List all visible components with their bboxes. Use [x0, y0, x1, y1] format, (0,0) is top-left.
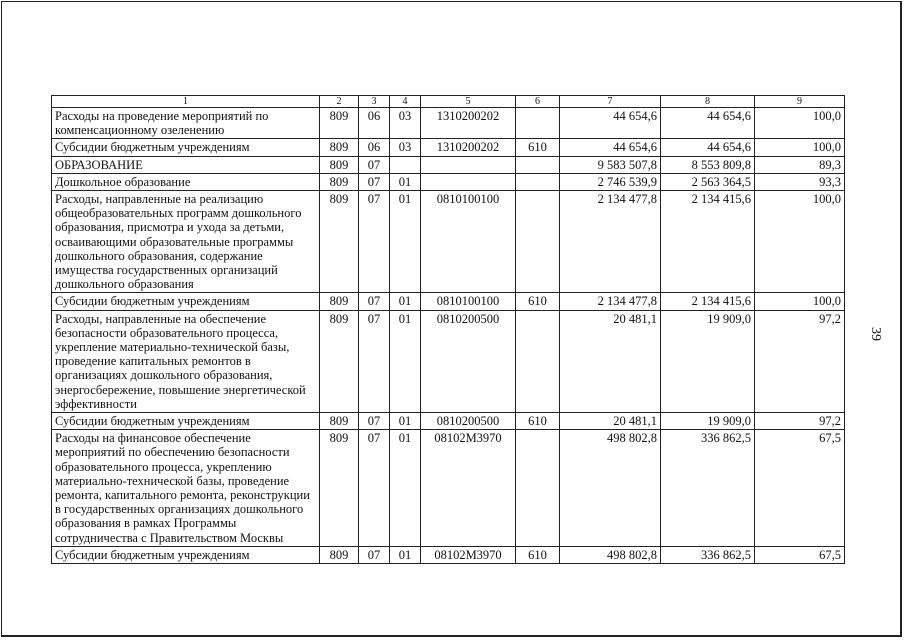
cell-approved: 44 654,6 [560, 139, 661, 156]
cell-code-ministry: 809 [320, 310, 359, 412]
cell-code-ministry: 809 [320, 173, 359, 190]
header-cell: 8 [661, 96, 755, 108]
cell-code-ministry: 809 [320, 139, 359, 156]
cell-percent: 93,3 [755, 173, 845, 190]
table-row [52, 191, 845, 293]
cell-section: 07 [359, 546, 390, 563]
table-row [52, 430, 845, 547]
cell-target-article [421, 156, 516, 173]
header-cell: 9 [755, 96, 845, 108]
cell-expense-type: 610 [516, 413, 560, 430]
cell-approved: 20 481,1 [560, 310, 661, 412]
cell-approved: 9 583 507,8 [560, 156, 661, 173]
cell-expense-type: 610 [516, 546, 560, 563]
cell-expense-type: 610 [516, 139, 560, 156]
header-cell: 3 [359, 96, 390, 108]
cell-expense-type [516, 310, 560, 412]
cell-subsection: 01 [390, 173, 421, 190]
row-name: Субсидии бюджетным учреждениям [52, 139, 320, 156]
cell-executed: 19 909,0 [661, 310, 755, 412]
cell-subsection: 01 [390, 413, 421, 430]
cell-percent: 100,0 [755, 139, 845, 156]
cell-section: 07 [359, 173, 390, 190]
cell-target-article: 0810200500 [421, 310, 516, 412]
row-name: Дошкольное образование [52, 173, 320, 190]
table-row [52, 546, 845, 563]
cell-approved: 44 654,6 [560, 108, 661, 139]
cell-code-ministry: 809 [320, 108, 359, 139]
cell-approved: 2 134 477,8 [560, 191, 661, 293]
cell-percent: 89,3 [755, 156, 845, 173]
cell-executed: 336 862,5 [661, 430, 755, 547]
row-name: Субсидии бюджетным учреждениям [52, 293, 320, 310]
cell-section: 07 [359, 191, 390, 293]
cell-executed: 8 553 809,8 [661, 156, 755, 173]
cell-code-ministry: 809 [320, 546, 359, 563]
cell-executed: 44 654,6 [661, 108, 755, 139]
cell-percent: 67,5 [755, 430, 845, 547]
table-row [52, 413, 845, 430]
cell-code-ministry: 809 [320, 156, 359, 173]
table-row [52, 293, 845, 310]
cell-expense-type [516, 173, 560, 190]
cell-target-article: 0810100100 [421, 293, 516, 310]
cell-expense-type [516, 156, 560, 173]
cell-executed: 336 862,5 [661, 546, 755, 563]
cell-subsection: 01 [390, 430, 421, 547]
cell-percent: 67,5 [755, 546, 845, 563]
header-cell: 2 [320, 96, 359, 108]
cell-expense-type [516, 108, 560, 139]
row-name: Расходы, направленные на обеспечение безопасности образовательного процесса, укрепление материально-технической базы, проведение капитальных ремонтов в организациях дошкольного образования, энергосбережение, повышение энергетической эффективности [52, 310, 320, 412]
cell-executed: 2 563 364,5 [661, 173, 755, 190]
cell-percent: 100,0 [755, 293, 845, 310]
page-number: 39 [868, 327, 883, 341]
cell-expense-type [516, 430, 560, 547]
cell-code-ministry: 809 [320, 430, 359, 547]
cell-code-ministry: 809 [320, 293, 359, 310]
budget-table [51, 95, 845, 564]
table-row [52, 108, 845, 139]
cell-subsection [390, 156, 421, 173]
cell-code-ministry: 809 [320, 191, 359, 293]
row-name: Расходы на проведение мероприятий по компенсационному озеленению [52, 108, 320, 139]
row-name: Расходы на финансовое обеспечение мероприятий по обеспечению безопасности образовательного процесса, укреплению материально-технической базы, проведение ремонта, капитального ремонта, реконструкции в государственных организациях дошкольного образования в рамках Программы сотрудничества с Правительством Москвы [52, 430, 320, 547]
cell-section: 06 [359, 139, 390, 156]
cell-approved: 498 802,8 [560, 430, 661, 547]
row-name: Субсидии бюджетным учреждениям [52, 546, 320, 563]
row-name: Расходы, направленные на реализацию общеобразовательных программ дошкольного образования, присмотра и ухода за детьми, осваивающими образовательные программы дошкольного образования, содержание имущества государственных организаций дошкольного образования [52, 191, 320, 293]
cell-section: 07 [359, 413, 390, 430]
table-row [52, 139, 845, 156]
cell-section: 07 [359, 430, 390, 547]
cell-subsection: 01 [390, 293, 421, 310]
cell-subsection: 03 [390, 108, 421, 139]
row-name: Субсидии бюджетным учреждениям [52, 413, 320, 430]
cell-percent: 100,0 [755, 191, 845, 293]
cell-percent: 100,0 [755, 108, 845, 139]
cell-approved: 498 802,8 [560, 546, 661, 563]
cell-approved: 2 134 477,8 [560, 293, 661, 310]
cell-percent: 97,2 [755, 413, 845, 430]
header-cell: 4 [390, 96, 421, 108]
cell-section: 07 [359, 156, 390, 173]
cell-target-article: 1310200202 [421, 139, 516, 156]
table-row [52, 310, 845, 412]
table-row [52, 173, 845, 190]
cell-executed: 19 909,0 [661, 413, 755, 430]
cell-section: 07 [359, 293, 390, 310]
header-cell: 7 [560, 96, 661, 108]
cell-target-article [421, 173, 516, 190]
header-cell: 1 [52, 96, 320, 108]
cell-expense-type: 610 [516, 293, 560, 310]
cell-approved: 2 746 539,9 [560, 173, 661, 190]
cell-subsection: 03 [390, 139, 421, 156]
header-cell: 5 [421, 96, 516, 108]
cell-target-article: 0810100100 [421, 191, 516, 293]
cell-percent: 97,2 [755, 310, 845, 412]
cell-section: 06 [359, 108, 390, 139]
cell-expense-type [516, 191, 560, 293]
cell-subsection: 01 [390, 310, 421, 412]
cell-subsection: 01 [390, 546, 421, 563]
cell-target-article: 08102М3970 [421, 430, 516, 547]
cell-target-article: 1310200202 [421, 108, 516, 139]
cell-target-article: 08102М3970 [421, 546, 516, 563]
header-cell: 6 [516, 96, 560, 108]
table-row [52, 156, 845, 173]
cell-target-article: 0810200500 [421, 413, 516, 430]
header-row [52, 96, 845, 108]
cell-approved: 20 481,1 [560, 413, 661, 430]
cell-executed: 2 134 415,6 [661, 191, 755, 293]
cell-section: 07 [359, 310, 390, 412]
cell-subsection: 01 [390, 191, 421, 293]
cell-executed: 2 134 415,6 [661, 293, 755, 310]
row-name: ОБРАЗОВАНИЕ [52, 156, 320, 173]
cell-code-ministry: 809 [320, 413, 359, 430]
cell-executed: 44 654,6 [661, 139, 755, 156]
